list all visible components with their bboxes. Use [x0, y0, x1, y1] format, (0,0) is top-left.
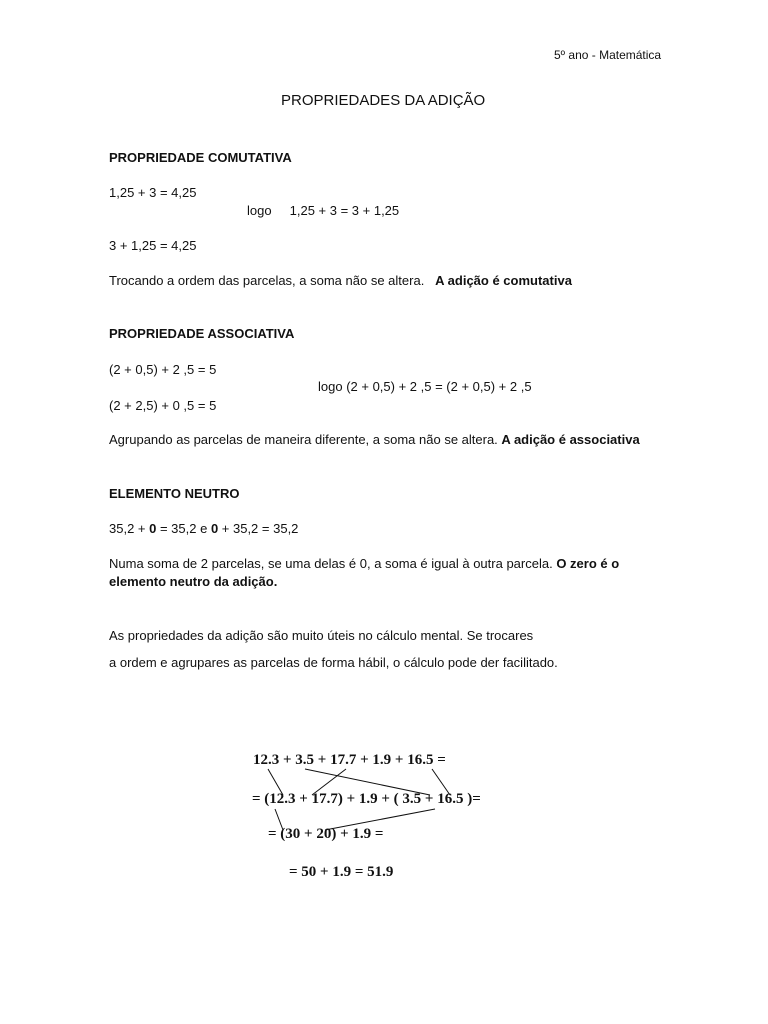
page-title: PROPRIEDADES DA ADIÇÃO — [281, 92, 486, 109]
example-line-3: = (30 + 20) + 1.9 = — [268, 826, 384, 842]
heading-comutativa: PROPRIEDADE COMUTATIVA — [109, 150, 292, 165]
associativa-eq1: (2 + 0,5) + 2 ,5 = 5 — [109, 362, 217, 377]
associativa-text-line — [109, 432, 640, 448]
comutativa-eq1: 1,25 + 3 = 4,25 — [109, 185, 197, 200]
neutro-equation: 35,2 + 0 = 35,2 e 0 + 35,2 = 35,2 — [109, 521, 299, 536]
comutativa-text: Trocando a ordem das parcelas, a soma não se altera. — [109, 273, 425, 288]
associativa-conclusion: A adição é associativa — [501, 432, 640, 447]
example-line-4: = 50 + 1.9 = 51.9 — [289, 864, 394, 880]
mental-line-1: As propriedades da adição são muito úteis no cálculo mental. Se trocares — [109, 628, 534, 643]
heading-associativa: PROPRIEDADE ASSOCIATIVA — [109, 326, 295, 341]
heading-neutro: ELEMENTO NEUTRO — [109, 486, 240, 501]
neutro-text: Numa soma de 2 parcelas, se uma delas é 0, a soma é igual à outra parcela. — [109, 556, 553, 571]
course-header: 5º ano - Matemática — [554, 48, 662, 62]
example-line-1: 12.3 + 3.5 + 17.7 + 1.9 + 16.5 = — [253, 752, 446, 768]
comutativa-eq2: 3 + 1,25 = 4,25 — [109, 238, 197, 253]
comutativa-conclusion: A adição é comutativa — [435, 273, 572, 288]
neutro-text-line — [109, 556, 619, 572]
neutro-conclusion-1: O zero é o — [556, 556, 620, 571]
associativa-text: Agrupando as parcelas de maneira diferente, a soma não se altera. — [109, 432, 498, 447]
associativa-logo: logo (2 + 0,5) + 2 ,5 = (2 + 0,5) + 2 ,5 — [318, 379, 532, 394]
mental-line-2: a ordem e agrupares as parcelas de forma hábil, o cálculo pode der facilitado. — [109, 655, 558, 670]
comutativa-text-line — [109, 273, 572, 289]
associativa-eq2: (2 + 2,5) + 0 ,5 = 5 — [109, 398, 217, 413]
neutro-conclusion-2: elemento neutro da adição. — [109, 574, 278, 589]
comutativa-logo: logo 1,25 + 3 = 3 + 1,25 — [247, 203, 400, 218]
example-line-2: = (12.3 + 17.7) + 1.9 + ( 3.5 + 16.5 )= — [252, 791, 481, 807]
